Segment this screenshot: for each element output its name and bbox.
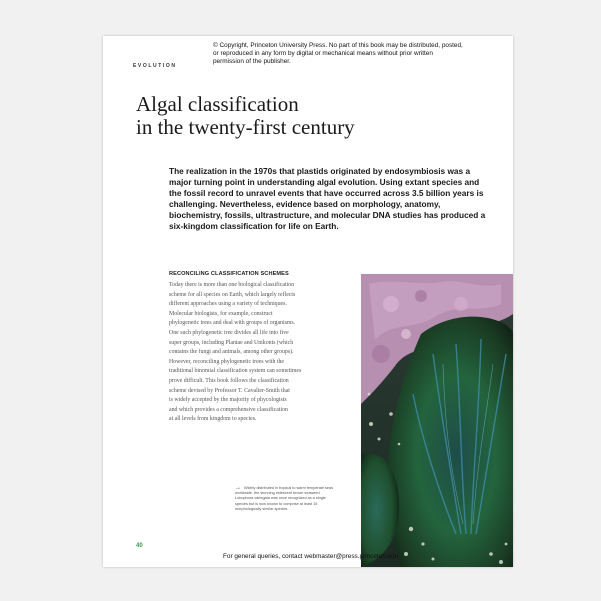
body-line: prove difficult. This book follows the classification — [169, 377, 289, 384]
arrow-icon: → — [235, 485, 241, 491]
body-line: contains the fungi and animals, among other groups). — [169, 349, 294, 356]
caption-text: Widely distributed in tropical to warm temperate seas worldwide, the stunning iridescent brown seaweed Lobophora variegata was once recognized as a single species but is now known to comprise at least 15 morphologically similar species. — [235, 486, 334, 511]
lead-paragraph: The realization in the 1970s that plastids originated by endosymbiosis was a major turning point in understanding algal evolution. Using extant species and the fossil record to unravel events that have occurred across 3.5 billion years is challenging. Nevertheless, evidence based on morphology, anatomy, biochemistry, fossils, ultrastructure, and molecular DNA studies has produced a six-kingdom classification for life on Earth. — [169, 166, 486, 231]
body-line: and which provides a comprehensive classification — [169, 406, 288, 413]
page-title-line-1: Algal classification — [136, 92, 299, 116]
section-subheading: RECONCILING CLASSIFICATION SCHEMES — [169, 271, 289, 277]
body-line: different approaches using a variety of techniques. — [169, 301, 287, 308]
page-title-line-2: in the twenty-first century — [136, 115, 355, 139]
body-line: Molecular biologists, for example, construct — [169, 310, 273, 317]
body-line: traditional binomial classification system can sometimes — [169, 368, 302, 375]
body-line: scheme devised by Professor T. Cavalier-Smith that — [169, 387, 290, 394]
seaweed-illustration — [361, 274, 513, 567]
body-line: Today there is more than one biological classification — [169, 282, 295, 288]
body-line: However, reconciling phylogenetic trees with the — [169, 358, 284, 365]
photo-caption — [235, 486, 335, 512]
body-line: scheme for all species on Earth, which largely reflects — [169, 291, 296, 298]
body-text — [169, 281, 325, 425]
seaweed-photo — [361, 274, 513, 567]
section-label: EVOLUTION — [133, 63, 177, 69]
book-page — [103, 36, 513, 567]
page-number: 40 — [136, 543, 143, 549]
page-title — [136, 93, 476, 139]
body-line: phylogenetic trees and deal with groups of organisms. — [169, 320, 296, 327]
body-line: One such phylogenetic tree divides all life into five — [169, 329, 289, 336]
body-line: is widely accepted by the majority of phycologists — [169, 397, 287, 404]
body-line: super groups, including Plantae and Unikonts (which — [169, 339, 294, 346]
footer-contact: For general queries, contact webmaster@press.princeton.edu — [223, 553, 399, 560]
copyright-notice: © Copyright, Princeton University Press. No part of this book may be distributed, posted, or reproduced in any form by digital or mechanical means without prior written permission of the publisher. — [213, 42, 463, 66]
body-line: at all levels from kingdom to species. — [169, 416, 257, 423]
